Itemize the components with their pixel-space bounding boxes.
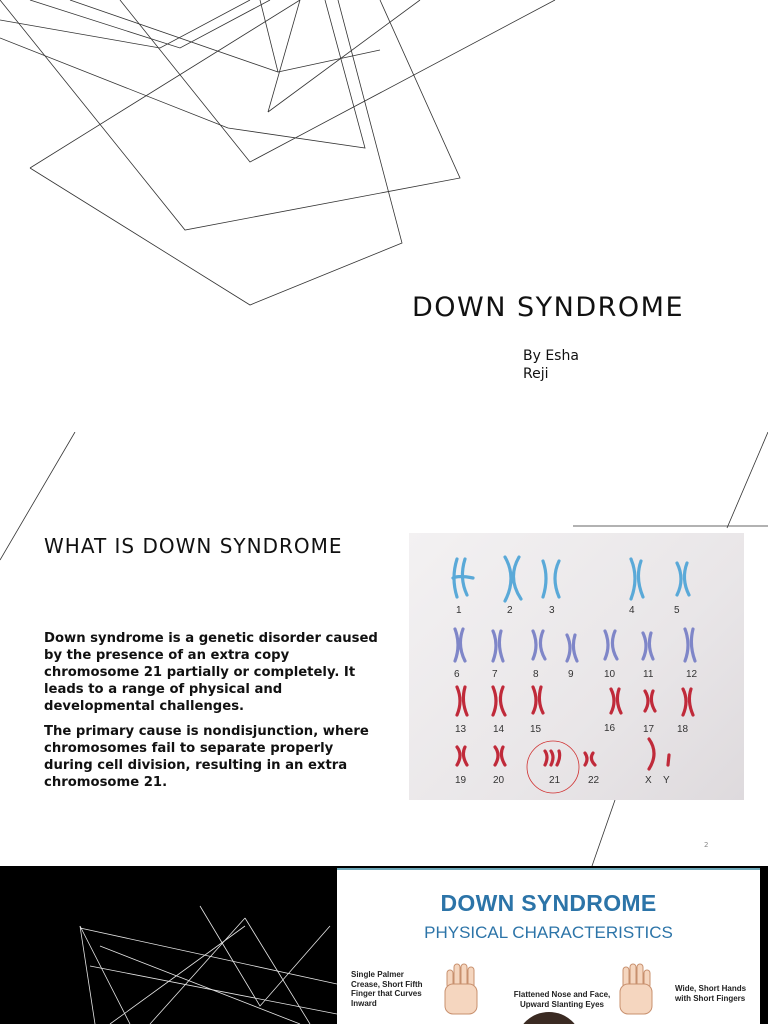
label-20: 20: [493, 775, 505, 786]
chromosome-22: [585, 753, 595, 765]
definition-paragraph: Down syndrome is a genetic disorder caused by the presence of an extra copy chromosome 21 partially or completely. It leads to a range of physical and developmental challenges.: [44, 631, 378, 714]
label-6: 6: [454, 669, 460, 680]
label-7: 7: [492, 669, 498, 680]
karyotype-number-labels: [454, 605, 698, 786]
chromosome-3: [543, 561, 559, 597]
label-3: 3: [549, 605, 555, 616]
right-hand-icon: [620, 964, 652, 1014]
label-4: 4: [629, 605, 635, 616]
characteristics-poster: [337, 868, 760, 1024]
label-15: 15: [530, 724, 542, 735]
chromosome-7: [493, 631, 503, 661]
label-5: 5: [674, 605, 680, 616]
title-slide: [0, 0, 768, 432]
chromosome-5: [677, 563, 689, 595]
label-9: 9: [568, 669, 574, 680]
chromosome-6: [455, 629, 465, 661]
poster-illustration: [337, 870, 760, 1024]
label-17: 17: [643, 724, 655, 735]
definition-slide: [0, 432, 768, 866]
definition-text: [44, 630, 384, 799]
chromosome-1: [453, 559, 473, 597]
caption-facial-features: Flattened Nose and Face, Upward Slanting Eyes: [513, 990, 611, 1009]
page-number: 2: [704, 841, 709, 849]
label-1: 1: [456, 605, 462, 616]
chromosome-9: [567, 635, 577, 661]
chromosome-2: [505, 557, 521, 601]
label-21: 21: [549, 775, 561, 786]
label-18: 18: [677, 724, 689, 735]
chromosome-15: [533, 687, 543, 713]
chromosome-21: [545, 751, 560, 765]
karyotype-image: [409, 533, 744, 800]
chromosome-20: [495, 747, 505, 765]
section-heading: WHAT IS DOWN SYNDROME: [44, 534, 343, 558]
label-13: 13: [455, 724, 467, 735]
physical-characteristics-slide: [0, 866, 768, 1024]
caption-palmer-crease: Single Palmer Crease, Short Fifth Finger that Curves Inward: [351, 970, 423, 1008]
label-16: 16: [604, 723, 616, 734]
chromosome-16: [611, 689, 621, 713]
label-14: 14: [493, 724, 505, 735]
chromosome-18: [683, 689, 693, 715]
cause-paragraph: The primary cause is nondisjunction, where chromosomes fail to separate properly during cell division, resulting in an extra chromosome 21.: [44, 724, 369, 790]
label-12: 12: [686, 669, 698, 680]
chromosome-14: [493, 687, 505, 715]
chromosome-13: [457, 687, 467, 715]
chromosome-10: [605, 631, 617, 659]
child-head-icon: [517, 1012, 581, 1024]
label-10: 10: [604, 669, 616, 680]
label-y: Y: [663, 775, 670, 786]
caption-short-hands: Wide, Short Hands with Short Fingers: [675, 984, 747, 1003]
label-2: 2: [507, 605, 513, 616]
label-22: 22: [588, 775, 600, 786]
poster-subtitle: PHYSICAL CHARACTERISTICS: [424, 923, 673, 942]
label-19: 19: [455, 775, 467, 786]
chromosome-x: [649, 739, 654, 769]
chromosome-y: [668, 755, 669, 765]
author-byline: By Esha Reji: [523, 348, 579, 382]
chromosome-17: [645, 691, 655, 711]
chromosome-11: [643, 633, 653, 659]
chromosome-12: [685, 629, 695, 661]
poster-title: DOWN SYNDROME: [440, 890, 657, 916]
chromosome-4: [631, 559, 643, 599]
left-hand-icon: [445, 964, 477, 1014]
label-x: X: [645, 775, 652, 786]
decorative-line-art: [0, 0, 768, 432]
presentation-title: DOWN SYNDROME: [412, 292, 685, 323]
chromosome-19: [457, 747, 467, 765]
label-8: 8: [533, 669, 539, 680]
chromosome-8: [533, 631, 545, 659]
decorative-line-art: [0, 866, 337, 1024]
label-11: 11: [643, 669, 654, 680]
